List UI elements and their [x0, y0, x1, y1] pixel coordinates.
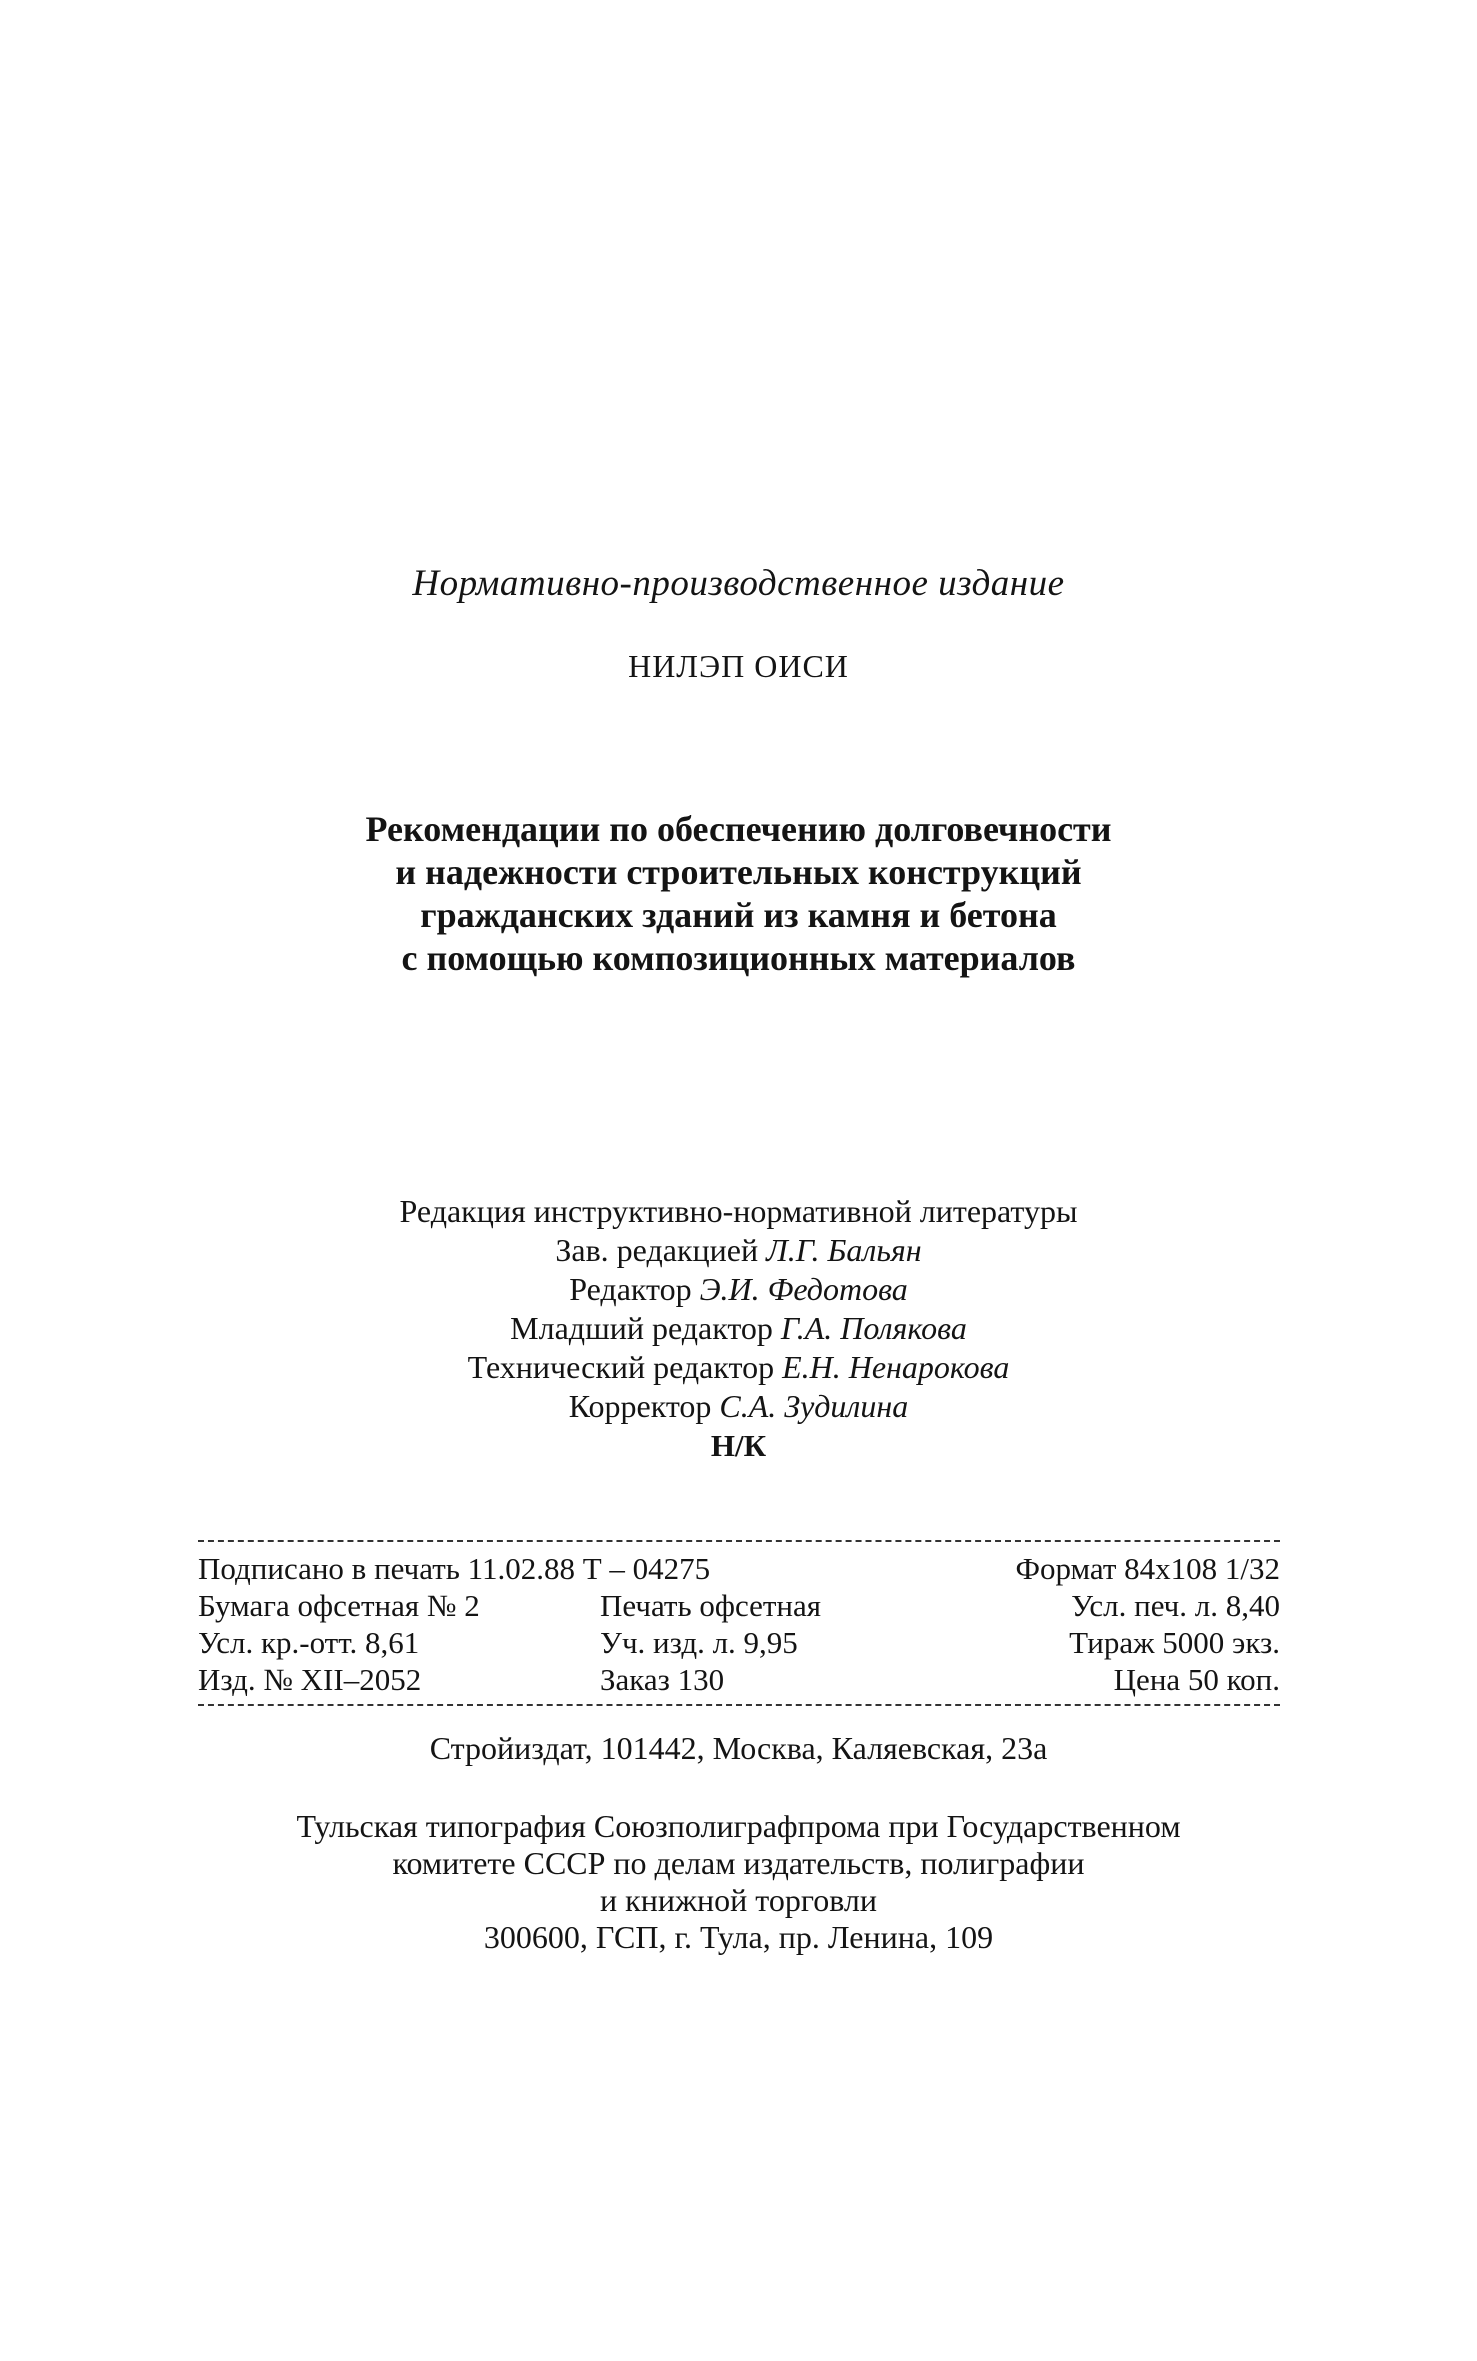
title-line: Рекомендации по обеспечению долговечности	[365, 809, 1112, 849]
imprint-cell: Печать офсетная	[600, 1588, 821, 1623]
proofreader-line	[0, 1387, 1477, 1426]
imprint-cell: Формат 84x108 1/32	[1015, 1551, 1280, 1586]
printer-line: комитете СССР по делам издательств, полиграфии	[392, 1845, 1085, 1881]
editor-role: Редактор	[569, 1271, 692, 1307]
printer-line: Тульская типография Союзполиграфпрома при Государственном	[296, 1808, 1181, 1844]
title-line: с помощью композиционных материалов	[401, 938, 1076, 978]
dashed-rule-bottom	[198, 1704, 1280, 1706]
head-editor-role: Зав. редакцией	[555, 1232, 759, 1268]
tech-editor-line	[0, 1348, 1477, 1387]
imprint-row	[198, 1661, 1280, 1698]
editor-name: Э.И. Федотова	[699, 1271, 908, 1307]
proofreader-name: С.А. Зудилина	[719, 1388, 909, 1424]
department: Редакция инструктивно-нормативной литературы	[399, 1193, 1078, 1229]
imprint-cell: Подписано в печать 11.02.88 Т – 04275	[198, 1551, 711, 1586]
organization: НИЛЭП ОИСИ	[628, 648, 849, 684]
imprint-cell: Изд. № XII–2052	[198, 1662, 422, 1697]
printer-block	[0, 1808, 1477, 1956]
nk-mark: Н/К	[710, 1428, 767, 1463]
head-editor-line	[0, 1231, 1477, 1270]
dashed-rule-top	[198, 1540, 1280, 1542]
printer-line: и книжной торговли	[600, 1882, 877, 1918]
publisher-address: Стройиздат, 101442, Москва, Каляевская, 23а	[429, 1730, 1048, 1766]
imprint-cell: Бумага офсетная № 2	[198, 1588, 480, 1623]
title-line: и надежности строительных конструкций	[395, 852, 1082, 892]
credits-block	[0, 1192, 1477, 1465]
imprint-cell: Тираж 5000 экз.	[1069, 1625, 1280, 1660]
imprint-cell: Усл. печ. л. 8,40	[1071, 1588, 1280, 1623]
imprint-cell: Цена 50 коп.	[1113, 1662, 1280, 1697]
tech-editor-name: Е.Н. Ненарокова	[782, 1349, 1010, 1385]
tech-editor-role: Технический редактор	[467, 1349, 775, 1385]
imprint-cell: Усл. кр.-отт. 8,61	[198, 1625, 420, 1660]
imprint-cell: Уч. изд. л. 9,95	[600, 1625, 798, 1660]
junior-editor-role: Младший редактор	[510, 1310, 773, 1346]
imprint-row	[198, 1550, 1280, 1587]
junior-editor-line	[0, 1309, 1477, 1348]
printer-line: 300600, ГСП, г. Тула, пр. Ленина, 109	[483, 1919, 994, 1955]
title-line: гражданских зданий из камня и бетона	[420, 895, 1057, 935]
imprint-cell: Заказ 130	[600, 1662, 725, 1697]
book-title	[0, 808, 1477, 980]
edition-type: Нормативно-производственное издание	[412, 563, 1065, 604]
head-editor-name: Л.Г. Бальян	[766, 1232, 922, 1268]
imprint-row	[198, 1587, 1280, 1624]
proofreader-role: Корректор	[568, 1388, 712, 1424]
editor-line	[0, 1270, 1477, 1309]
imprint-block	[198, 1550, 1280, 1698]
junior-editor-name: Г.А. Полякова	[780, 1310, 967, 1346]
imprint-row	[198, 1624, 1280, 1661]
